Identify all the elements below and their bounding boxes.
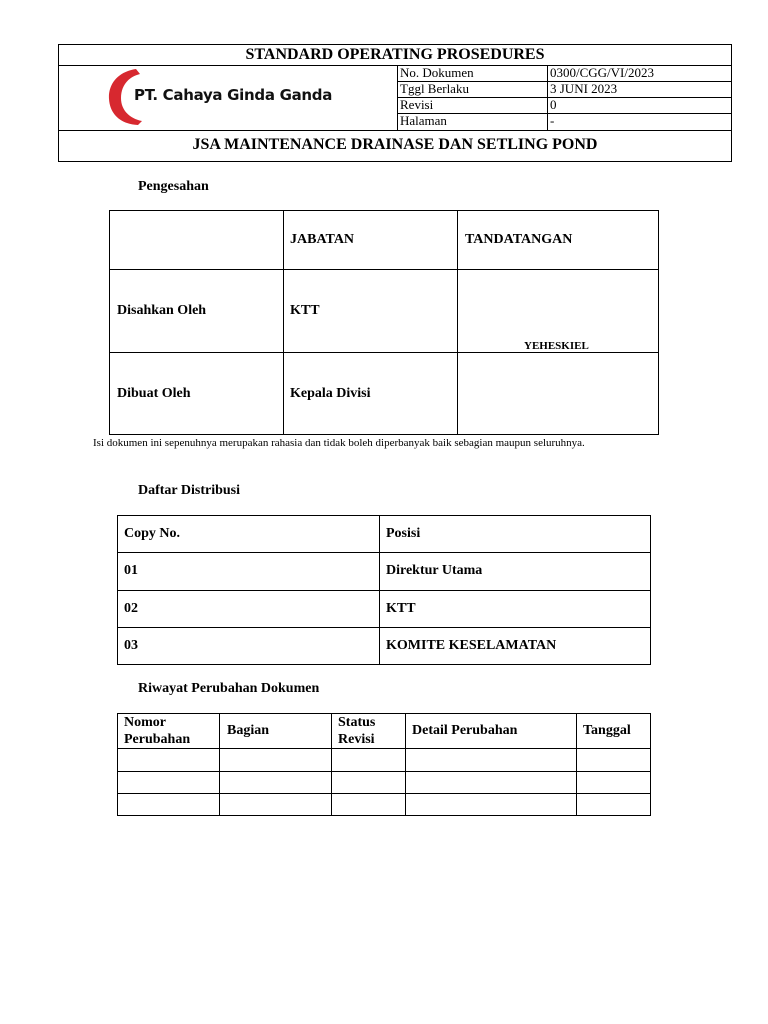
copy-no-01: 01	[124, 563, 138, 578]
table-grid-line	[117, 552, 651, 553]
header-status-line2: Revisi	[338, 732, 375, 747]
header-bagian: Bagian	[227, 723, 270, 738]
distribusi-label: Daftar Distribusi	[138, 483, 241, 498]
table-grid-line	[117, 748, 651, 749]
jabatan-ktt: KTT	[290, 303, 320, 318]
header-nomor-line2: Perubahan	[124, 732, 191, 747]
header-jabatan: JABATAN	[290, 232, 355, 247]
confidential-note: Isi dokumen ini sepenuhnya merupakan rahasia dan tidak boleh diperbanyak baik sebagian maupun seluruhnya.	[93, 437, 585, 449]
meta-value-halaman: -	[550, 113, 555, 128]
table-grid-line	[405, 713, 406, 816]
table-grid-line	[283, 210, 284, 435]
meta-label-halaman: Halaman	[400, 113, 447, 128]
meta-value-tggl-berlaku: 3 JUNI 2023	[550, 81, 618, 96]
riwayat-label: Riwayat Perubahan Dokumen	[138, 681, 320, 696]
signer-name: YEHESKIEL	[524, 340, 589, 352]
document-title: JSA MAINTENANCE DRAINASE DAN SETLING POND	[192, 136, 598, 153]
header-nomor-line1: Nomor	[124, 715, 166, 730]
table-grid-line	[117, 771, 651, 772]
table-grid-line	[109, 269, 659, 270]
role-disahkan-oleh: Disahkan Oleh	[117, 303, 207, 318]
header-status-line1: Status	[338, 715, 376, 730]
riwayat-table	[117, 713, 651, 816]
sop-title: STANDARD OPERATING PROSEDURES	[245, 46, 545, 63]
header-detail-perubahan: Detail Perubahan	[412, 723, 518, 738]
header-tanggal: Tanggal	[583, 723, 631, 738]
table-grid-line	[331, 713, 332, 816]
role-dibuat-oleh: Dibuat Oleh	[117, 386, 191, 401]
table-grid-line	[457, 210, 458, 435]
posisi-direktur-utama: Direktur Utama	[386, 563, 483, 578]
meta-label-revisi: Revisi	[400, 97, 434, 112]
header-status-revisi	[338, 714, 375, 748]
table-grid-line	[117, 793, 651, 794]
meta-label-no-dokumen: No. Dokumen	[400, 65, 474, 80]
pengesahan-table	[109, 210, 659, 435]
header-copy-no: Copy No.	[124, 526, 181, 541]
posisi-ktt: KTT	[386, 601, 416, 616]
meta-label-tggl-berlaku: Tggl Berlaku	[400, 81, 469, 96]
header-posisi: Posisi	[386, 526, 421, 541]
meta-value-revisi: 0	[550, 97, 557, 112]
table-grid-line	[219, 713, 220, 816]
header-tandatangan: TANDATANGAN	[465, 232, 573, 247]
header-nomor-perubahan	[124, 714, 190, 748]
table-grid-line	[576, 713, 577, 816]
table-grid-line	[117, 627, 651, 628]
copy-no-02: 02	[124, 601, 138, 616]
jabatan-kepala-divisi: Kepala Divisi	[290, 386, 371, 401]
posisi-komite-keselamatan: KOMITE KESELAMATAN	[386, 638, 557, 653]
copy-no-03: 03	[124, 638, 138, 653]
table-grid-line	[117, 590, 651, 591]
pengesahan-label: Pengesahan	[138, 179, 209, 194]
meta-value-no-dokumen: 0300/CGG/VI/2023	[550, 65, 654, 80]
company-name: PT. Cahaya Ginda Ganda	[134, 86, 333, 104]
